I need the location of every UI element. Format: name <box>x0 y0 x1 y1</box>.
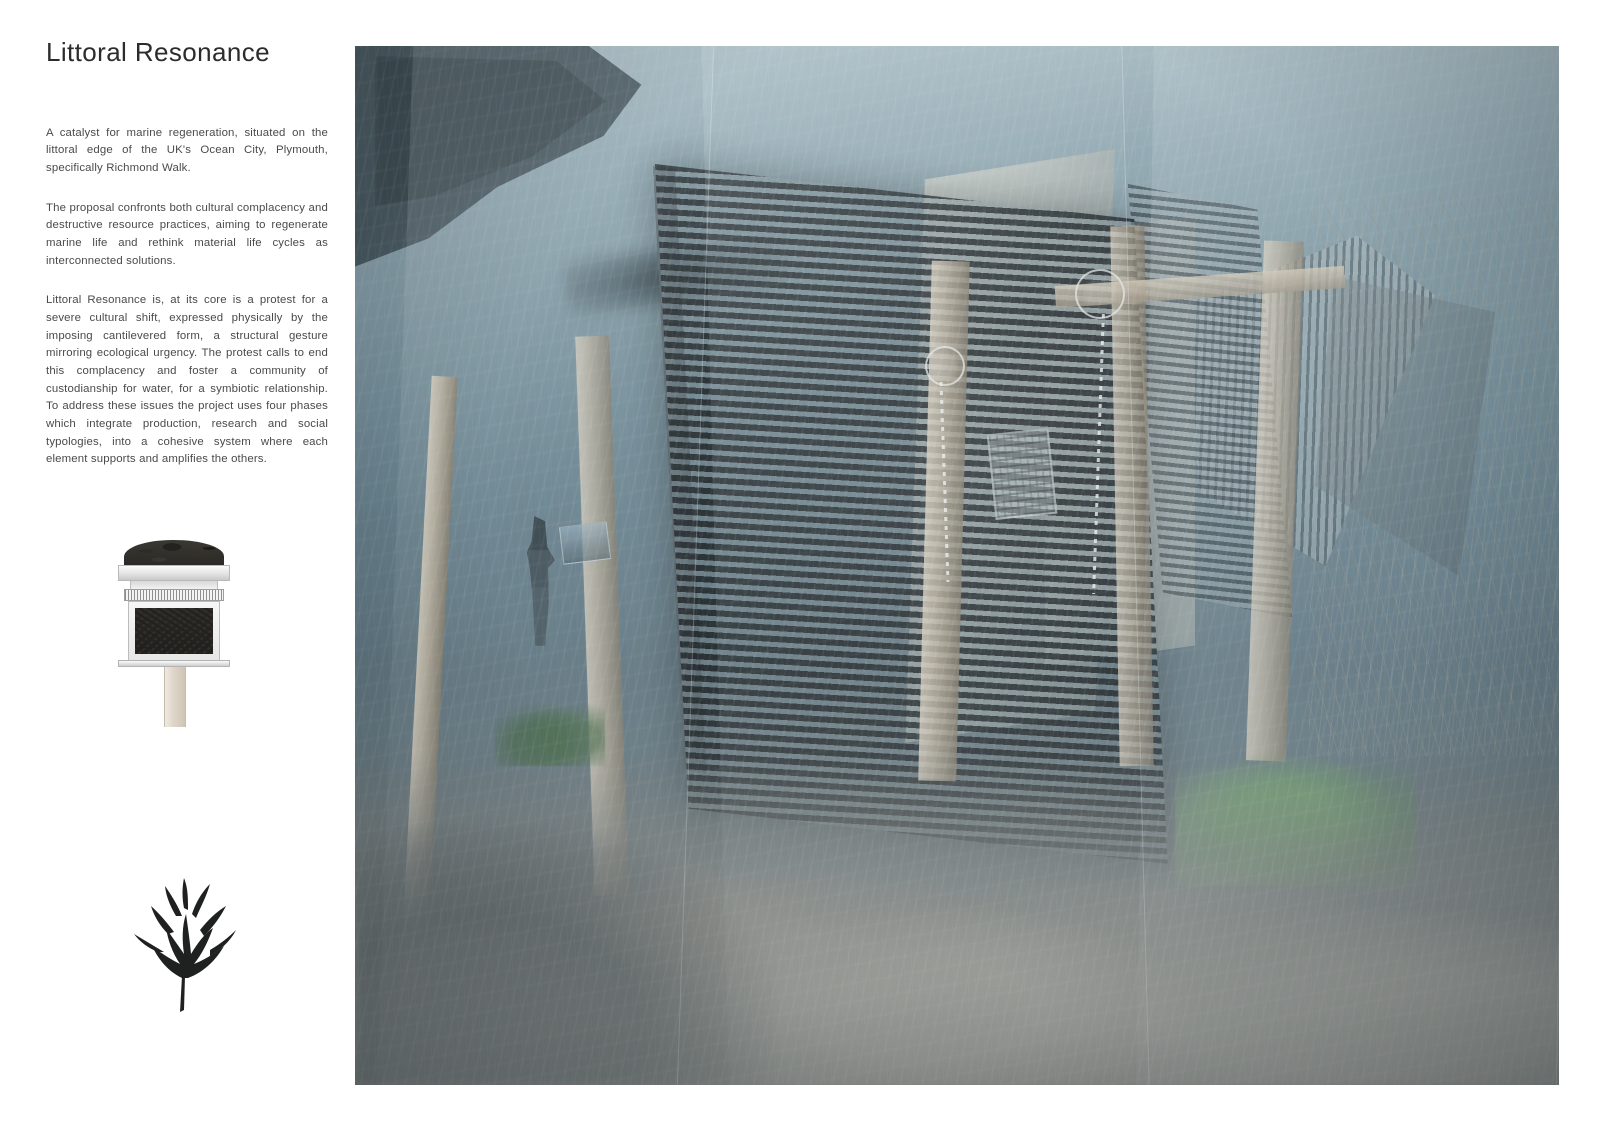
main-render-image <box>355 46 1559 1085</box>
seaweed-specimen <box>118 872 248 1012</box>
page-title: Littoral Resonance <box>46 37 270 67</box>
support-post <box>164 667 186 727</box>
bottom-haze <box>355 665 1559 1085</box>
base-shelf <box>118 660 230 667</box>
seaweed-icon <box>118 872 248 1012</box>
module-body <box>128 601 220 663</box>
intro-paragraph: A catalyst for marine regeneration, situated on the littoral edge of the UK's Ocean City, Plymouth, specifically Richmond Walk. <box>46 126 328 174</box>
module-spacer <box>130 581 218 589</box>
planter-module-diagram <box>110 540 240 740</box>
text-column <box>46 38 328 491</box>
proposal-paragraph: The proposal confronts both cultural complacency and destructive resource practices, aiming to regenerate marine life and rethink material life cycles as interconnected solutions. <box>46 201 328 267</box>
substrate-fill <box>135 608 213 654</box>
tray-plate <box>118 565 230 581</box>
concept-paragraph: Littoral Resonance is, at its core is a protest for a severe cultural shift, expressed physically by the imposing cantilevered form, a structural gesture mirroring ecological urgency. The protest calls to end this complacency and foster a community of custodianship for water, for a symbiotic relationship. To address these issues the project uses four phases which integrate production, research and social typologies, into a cohesive system where each element supports and amplifies the others. <box>46 294 328 466</box>
soil-mass-top <box>124 540 224 568</box>
vent-grille <box>124 589 224 601</box>
